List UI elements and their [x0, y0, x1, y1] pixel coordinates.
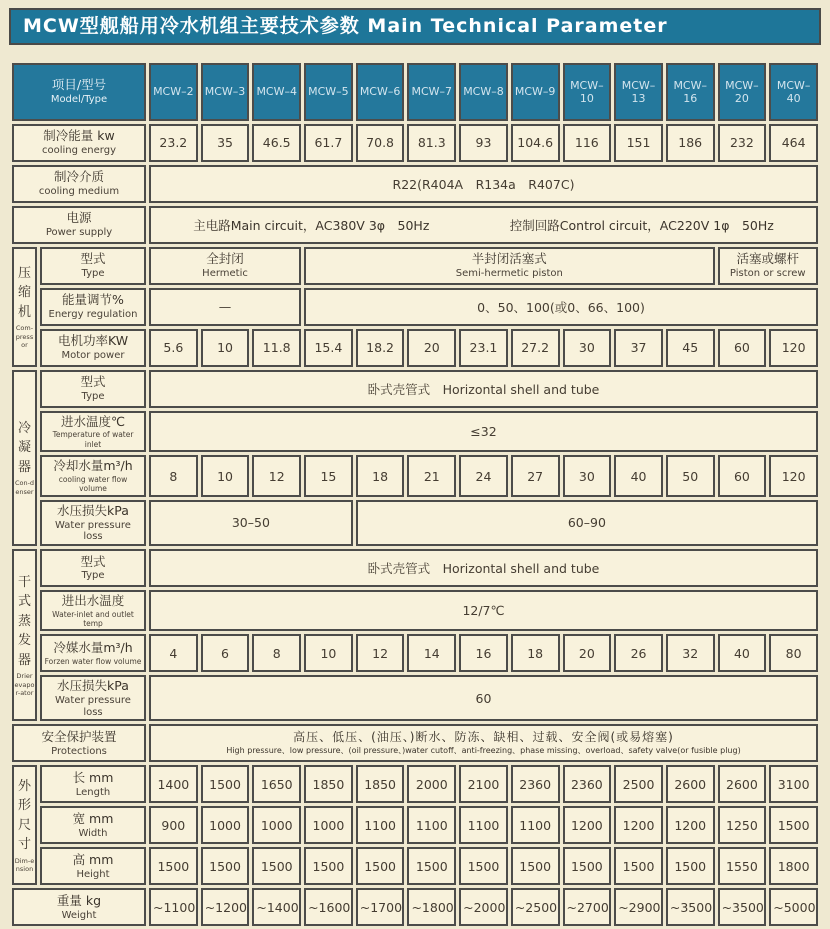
evaporator-water-flow-value: 16 — [459, 634, 508, 672]
evaporator-water-flow-value: 32 — [666, 634, 715, 672]
height-value: 1500 — [407, 847, 456, 885]
protections-row — [12, 724, 818, 762]
model-col-header: MCW–3 — [201, 63, 250, 121]
width-value: 1500 — [769, 806, 818, 844]
cooling-medium-label-en: cooling medium — [38, 186, 120, 198]
dimension-section-zh: 外形尺寸 — [17, 778, 31, 853]
condenser-water-flow-value: 10 — [201, 455, 250, 497]
weight-value: ~2500 — [511, 888, 560, 926]
condenser-water-flow-value: 21 — [407, 455, 456, 497]
evaporator-section-label — [12, 549, 37, 722]
model-col-header: MCW–9 — [511, 63, 560, 121]
condenser-water-flow-value: 60 — [718, 455, 767, 497]
evaporator-water-flow-value: 10 — [304, 634, 353, 672]
length-value: 2360 — [563, 765, 612, 803]
width-value: 1000 — [201, 806, 250, 844]
weight-value: ~1800 — [407, 888, 456, 926]
compressor-section-zh: 压缩机 — [17, 265, 31, 320]
evaporator-water-flow-value: 4 — [149, 634, 198, 672]
protections-value-en: High pressure、low pressure、(oil pressure、)water cutoff、anti-freezing、phase missing、overload、safety valve(or fusible plug) — [226, 746, 741, 756]
evaporator-water-flow-value: 18 — [511, 634, 560, 672]
height-value: 1500 — [511, 847, 560, 885]
height-value: 1500 — [149, 847, 198, 885]
height-value: 1500 — [614, 847, 663, 885]
cooling-energy-value: 116 — [563, 124, 612, 162]
evaporator-pressure-loss-label-en: Water pressure loss — [55, 695, 131, 718]
evaporator-water-flow-value: 6 — [201, 634, 250, 672]
width-value: 1100 — [407, 806, 456, 844]
cooling-energy-value: 151 — [614, 124, 663, 162]
length-value: 3100 — [769, 765, 818, 803]
condenser-water-flow-value: 30 — [563, 455, 612, 497]
length-value: 2500 — [614, 765, 663, 803]
height-value: 1500 — [666, 847, 715, 885]
cooling-energy-value: 46.5 — [252, 124, 301, 162]
cooling-energy-value: 81.3 — [407, 124, 456, 162]
evaporator-type-row — [12, 549, 818, 587]
hermetic-zh: 全封闭 — [206, 251, 244, 267]
protections-label — [12, 724, 146, 762]
height-value: 1800 — [769, 847, 818, 885]
condenser-water-flow-value: 24 — [459, 455, 508, 497]
motor-power-value: 10 — [201, 329, 250, 367]
condenser-water-flow-value: 12 — [252, 455, 301, 497]
evaporator-water-flow-row — [12, 634, 818, 672]
height-value: 1500 — [563, 847, 612, 885]
model-col-header: MCW–10 — [563, 63, 612, 121]
motor-power-value: 27.2 — [511, 329, 560, 367]
evaporator-water-flow-label-zh: 冷媒水量m³/h — [53, 640, 133, 656]
evaporator-inout-temp-label — [40, 590, 146, 632]
cooling-energy-label-zh: 制冷能量 kw — [43, 128, 115, 144]
length-value: 1850 — [304, 765, 353, 803]
model-col-header: MCW–16 — [666, 63, 715, 121]
motor-power-value: 37 — [614, 329, 663, 367]
evaporator-pressure-loss-label — [40, 675, 146, 721]
hermetic-en: Hermetic — [202, 268, 248, 280]
condenser-water-flow-label-en: cooling water flow volume — [58, 475, 128, 494]
condenser-pressure-loss-high: 60–90 — [356, 500, 818, 546]
width-value: 1100 — [459, 806, 508, 844]
length-value: 2100 — [459, 765, 508, 803]
cooling-energy-value: 464 — [769, 124, 818, 162]
cooling-energy-value: 35 — [201, 124, 250, 162]
condenser-inlet-temp-value: ≤32 — [149, 411, 818, 453]
evaporator-type-label — [40, 549, 146, 587]
compressor-type-hermetic — [149, 247, 301, 285]
motor-power-value: 11.8 — [252, 329, 301, 367]
evaporator-inout-temp-row — [12, 590, 818, 632]
motor-power-label — [40, 329, 146, 367]
compressor-type-label — [40, 247, 146, 285]
weight-value: ~2900 — [614, 888, 663, 926]
width-value: 1100 — [511, 806, 560, 844]
condenser-section-label — [12, 370, 37, 546]
length-value: 2600 — [666, 765, 715, 803]
weight-value: ~3500 — [666, 888, 715, 926]
energy-regulation-other-value: 0、50、100(或0、66、100) — [304, 288, 818, 326]
compressor-type-row — [12, 247, 818, 285]
semi-hermetic-zh: 半封闭活塞式 — [471, 251, 547, 267]
weight-label-en: Weight — [61, 909, 97, 921]
width-value: 1200 — [563, 806, 612, 844]
energy-regulation-label — [40, 288, 146, 326]
width-label-en: Width — [78, 827, 108, 839]
motor-power-value: 23.1 — [459, 329, 508, 367]
evaporator-pressure-loss-row — [12, 675, 818, 721]
condenser-water-flow-value: 15 — [304, 455, 353, 497]
power-supply-label — [12, 206, 146, 244]
evaporator-type-label-zh: 型式 — [80, 553, 106, 569]
width-value: 1100 — [356, 806, 405, 844]
dimension-section-label — [12, 765, 37, 885]
condenser-pressure-loss-low: 30–50 — [149, 500, 353, 546]
height-value: 1500 — [252, 847, 301, 885]
cooling-energy-value: 70.8 — [356, 124, 405, 162]
cooling-energy-label-en: cooling energy — [42, 145, 116, 157]
width-label — [40, 806, 146, 844]
motor-power-value: 60 — [718, 329, 767, 367]
weight-value: ~1400 — [252, 888, 301, 926]
length-row — [12, 765, 818, 803]
condenser-inlet-temp-label — [40, 411, 146, 453]
cooling-energy-label — [12, 124, 146, 162]
condenser-pressure-loss-label-en: Water pressure loss — [55, 519, 131, 543]
cooling-energy-value: 23.2 — [149, 124, 198, 162]
protections-label-zh: 安全保护装置 — [41, 729, 117, 745]
width-value: 1000 — [304, 806, 353, 844]
weight-value: ~1100 — [149, 888, 198, 926]
cooling-medium-row — [12, 165, 818, 203]
width-label-zh: 宽 mm — [72, 811, 114, 827]
condenser-pressure-loss-row — [12, 500, 818, 546]
energy-regulation-row — [12, 288, 818, 326]
table-header-row — [12, 63, 818, 121]
motor-power-label-en: Motor power — [61, 350, 125, 362]
condenser-water-flow-label — [40, 455, 146, 497]
cooling-energy-value: 232 — [718, 124, 767, 162]
height-row — [12, 847, 818, 885]
condenser-pressure-loss-label — [40, 500, 146, 546]
motor-power-value: 120 — [769, 329, 818, 367]
length-label — [40, 765, 146, 803]
condenser-type-label — [40, 370, 146, 408]
model-col-header: MCW–40 — [769, 63, 818, 121]
evaporator-type-label-en: Type — [81, 570, 105, 582]
weight-value: ~3500 — [718, 888, 767, 926]
width-value: 1200 — [666, 806, 715, 844]
condenser-water-flow-value: 120 — [769, 455, 818, 497]
evaporator-pressure-loss-label-zh: 水压损失kPa — [57, 678, 129, 694]
energy-regulation-hermetic-value: — — [149, 288, 301, 326]
weight-value: ~1700 — [356, 888, 405, 926]
motor-power-value: 15.4 — [304, 329, 353, 367]
cooling-energy-value: 93 — [459, 124, 508, 162]
length-value: 2600 — [718, 765, 767, 803]
length-value: 2360 — [511, 765, 560, 803]
model-col-header: MCW–20 — [718, 63, 767, 121]
energy-regulation-label-zh: 能量调节% — [62, 292, 124, 308]
width-value: 1250 — [718, 806, 767, 844]
model-col-header: MCW–6 — [356, 63, 405, 121]
energy-regulation-label-en: Energy regulation — [48, 309, 138, 321]
evaporator-water-flow-value: 26 — [614, 634, 663, 672]
cooling-medium-value: R22(R404A R134a R407C) — [149, 165, 818, 203]
condenser-section-zh: 冷凝器 — [17, 420, 31, 475]
cooling-medium-label-zh: 制冷介质 — [53, 169, 104, 185]
height-label-zh: 高 mm — [72, 852, 114, 868]
evaporator-pressure-loss-value: 60 — [149, 675, 818, 721]
length-label-en: Length — [75, 786, 111, 798]
condenser-inlet-temp-label-zh: 进水温度℃ — [60, 413, 126, 429]
model-col-header: MCW–4 — [252, 63, 301, 121]
weight-value: ~2000 — [459, 888, 508, 926]
evaporator-water-flow-value: 12 — [356, 634, 405, 672]
evaporator-water-flow-value: 14 — [407, 634, 456, 672]
model-col-header: MCW–8 — [459, 63, 508, 121]
motor-power-value: 18.2 — [356, 329, 405, 367]
weight-value: ~2700 — [563, 888, 612, 926]
condenser-inlet-temp-row — [12, 411, 818, 453]
compressor-section-en: Com-pressor — [15, 324, 34, 350]
height-value: 1500 — [356, 847, 405, 885]
width-value: 1000 — [252, 806, 301, 844]
motor-power-value: 45 — [666, 329, 715, 367]
compressor-type-semi-hermetic — [304, 247, 715, 285]
motor-power-row — [12, 329, 818, 367]
cooling-energy-row — [12, 124, 818, 162]
power-supply-value — [149, 206, 818, 244]
condenser-water-flow-value: 40 — [614, 455, 663, 497]
evaporator-water-flow-label — [40, 634, 146, 672]
height-value: 1500 — [459, 847, 508, 885]
condenser-water-flow-label-zh: 冷却水量m³/h — [53, 458, 133, 474]
compressor-section-label — [12, 247, 37, 367]
power-supply-label-en: Power supply — [45, 227, 113, 239]
height-value: 1500 — [304, 847, 353, 885]
evaporator-section-zh: 干式蒸发器 — [17, 574, 31, 668]
cooling-energy-value: 186 — [666, 124, 715, 162]
evaporator-inout-temp-label-zh: 进出水温度 — [61, 592, 125, 608]
motor-power-value: 20 — [407, 329, 456, 367]
height-value: 1550 — [718, 847, 767, 885]
models-header-label — [12, 63, 146, 121]
motor-power-value: 5.6 — [149, 329, 198, 367]
spec-table — [9, 60, 821, 929]
condenser-inlet-temp-label-en: Temperature of water inlet — [52, 430, 134, 449]
piston-screw-en: Piston or screw — [729, 268, 806, 280]
condenser-water-flow-value: 27 — [511, 455, 560, 497]
weight-label — [12, 888, 146, 926]
protections-value-zh: 高压、低压、(油压、)断水、防冻、缺相、过载、安全阀(或易熔塞) — [293, 729, 674, 744]
height-value: 1500 — [201, 847, 250, 885]
power-supply-main-circuit: 主电路Main circuit，AC380V 3φ 50Hz — [193, 217, 430, 233]
motor-power-label-zh: 电机功率KW — [57, 333, 129, 349]
weight-label-zh: 重量 kg — [56, 893, 102, 909]
power-supply-row — [12, 206, 818, 244]
condenser-pressure-loss-label-zh: 水压损失kPa — [57, 502, 129, 518]
model-col-header: MCW–7 — [407, 63, 456, 121]
weight-value: ~1200 — [201, 888, 250, 926]
width-value: 1200 — [614, 806, 663, 844]
condenser-type-value: 卧式壳管式 Horizontal shell and tube — [149, 370, 818, 408]
models-header-label-zh: 项目/型号 — [51, 77, 107, 93]
evaporator-inout-temp-value: 12/7℃ — [149, 590, 818, 632]
models-header-label-en: Model/Type — [50, 94, 108, 106]
weight-value: ~5000 — [769, 888, 818, 926]
length-value: 2000 — [407, 765, 456, 803]
length-value: 1400 — [149, 765, 198, 803]
compressor-type-piston-screw — [718, 247, 818, 285]
evaporator-water-flow-value: 80 — [769, 634, 818, 672]
condenser-water-flow-row — [12, 455, 818, 497]
cooling-energy-value: 61.7 — [304, 124, 353, 162]
condenser-water-flow-value: 8 — [149, 455, 198, 497]
condenser-section-en: Con-denser — [14, 479, 35, 496]
protections-label-en: Protections — [51, 745, 107, 757]
model-col-header: MCW–5 — [304, 63, 353, 121]
length-value: 1650 — [252, 765, 301, 803]
power-supply-control-circuit: 控制回路Control circuit，AC220V 1φ 50Hz — [509, 217, 774, 233]
piston-screw-zh: 活塞或螺杆 — [736, 251, 800, 267]
evaporator-type-value: 卧式壳管式 Horizontal shell and tube — [149, 549, 818, 587]
weight-row — [12, 888, 818, 926]
semi-hermetic-en: Semi-hermetic piston — [455, 268, 563, 280]
length-label-zh: 长 mm — [72, 770, 114, 786]
compressor-type-label-zh: 型式 — [80, 251, 106, 267]
evaporator-water-flow-value: 8 — [252, 634, 301, 672]
dimension-section-en: Dim-ension — [14, 856, 35, 874]
cooling-medium-label — [12, 165, 146, 203]
weight-value: ~1600 — [304, 888, 353, 926]
evaporator-water-flow-value: 20 — [563, 634, 612, 672]
evaporator-water-flow-value: 40 — [718, 634, 767, 672]
evaporator-water-flow-label-en: Forzen water flow volume — [44, 657, 142, 667]
page-title: MCW型舰船用冷水机组主要技术参数 Main Technical Parameter — [9, 8, 821, 45]
condenser-type-row — [12, 370, 818, 408]
evaporator-inout-temp-label-en: Water-inlet and outlet temp — [52, 609, 134, 628]
condenser-water-flow-value: 50 — [666, 455, 715, 497]
length-value: 1500 — [201, 765, 250, 803]
length-value: 1850 — [356, 765, 405, 803]
evaporator-section-en: Drier evapor-ator — [14, 672, 35, 697]
height-label-en: Height — [76, 868, 110, 880]
height-label — [40, 847, 146, 885]
cooling-energy-value: 104.6 — [511, 124, 560, 162]
model-col-header: MCW–13 — [614, 63, 663, 121]
condenser-type-label-en: Type — [81, 391, 105, 403]
condenser-type-label-zh: 型式 — [80, 374, 106, 390]
condenser-water-flow-value: 18 — [356, 455, 405, 497]
power-supply-label-zh: 电源 — [66, 210, 92, 226]
model-col-header: MCW–2 — [149, 63, 198, 121]
width-row — [12, 806, 818, 844]
motor-power-value: 30 — [563, 329, 612, 367]
protections-value — [149, 724, 818, 762]
width-value: 900 — [149, 806, 198, 844]
compressor-type-label-en: Type — [81, 268, 105, 280]
